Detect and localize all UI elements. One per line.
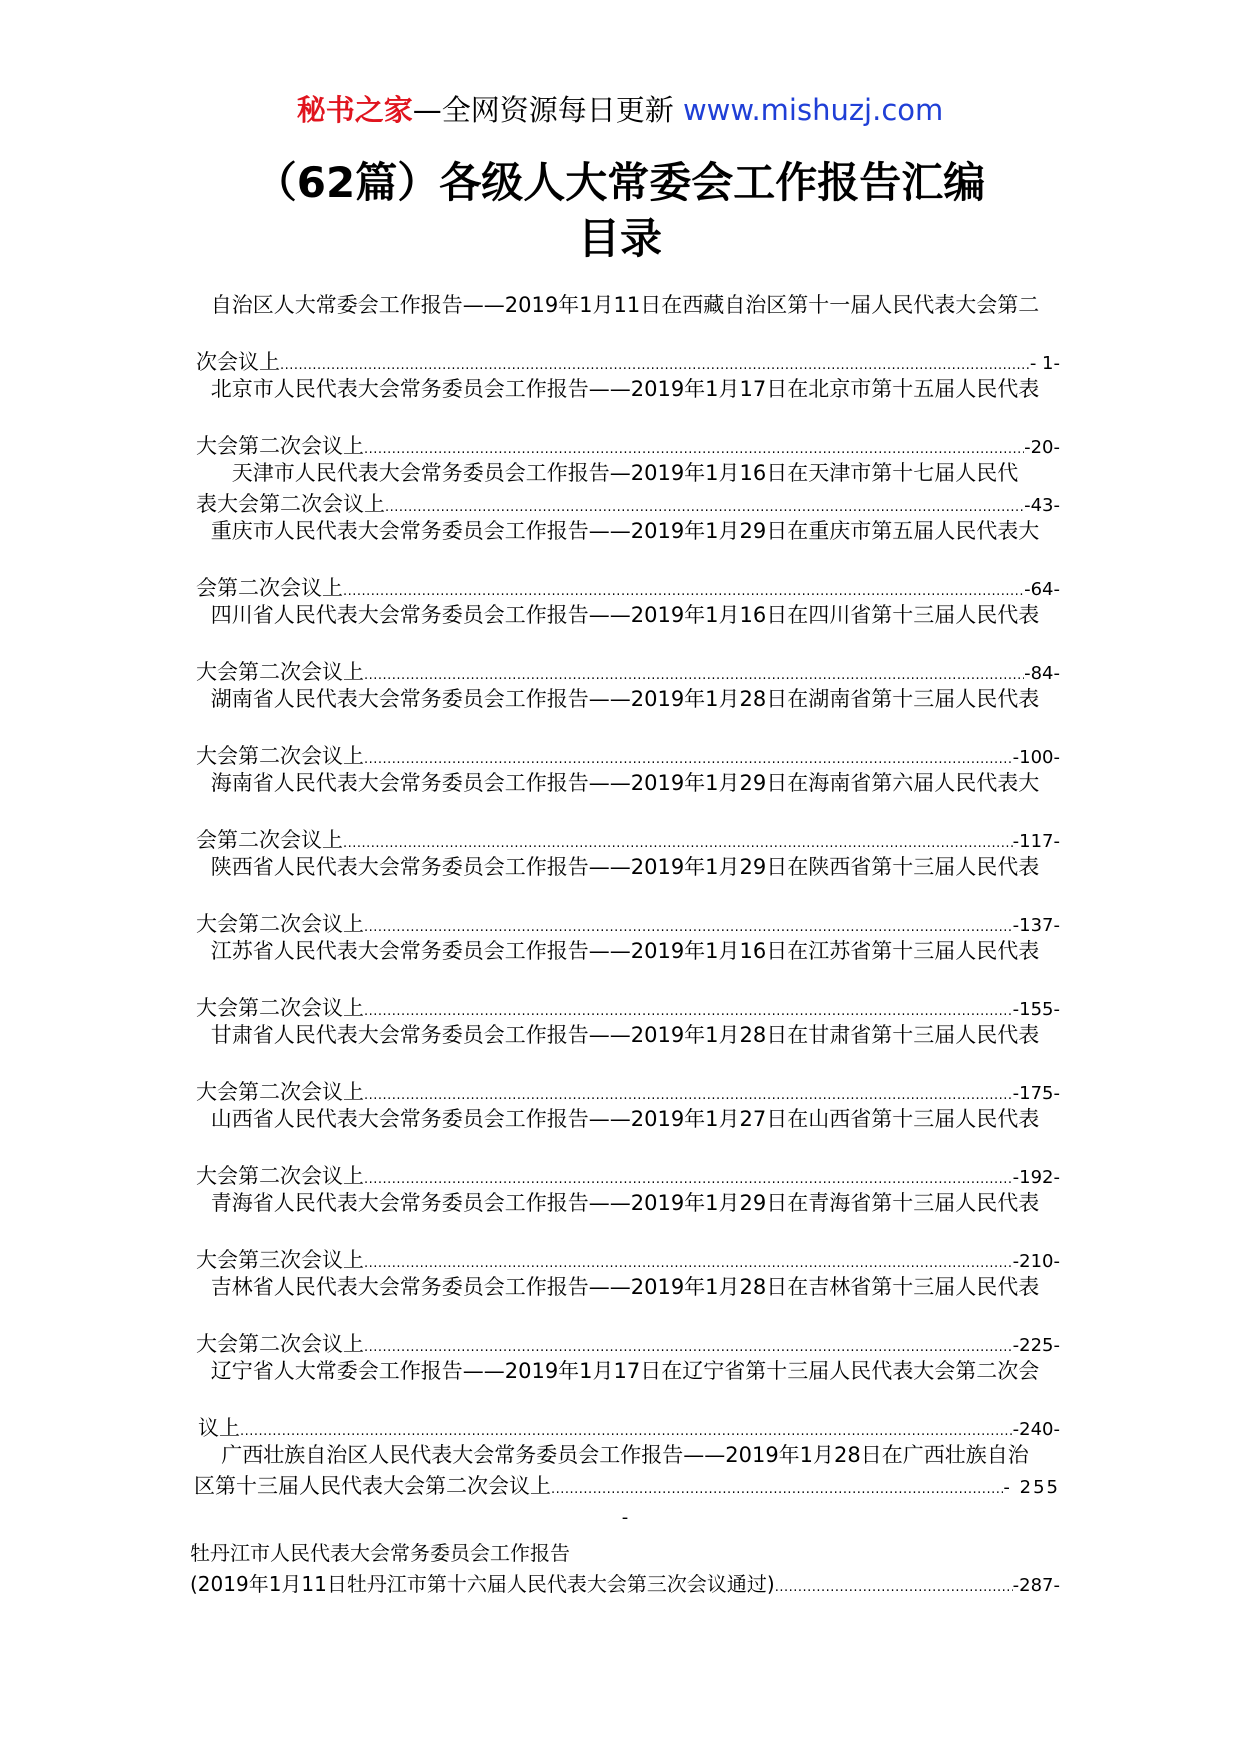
toc-entry-cont: 表大会第二次会议上 <box>196 492 385 516</box>
toc-entry[interactable] <box>190 686 1060 770</box>
toc-entry[interactable] <box>190 1274 1060 1358</box>
toc-entry[interactable] <box>190 1442 1060 1540</box>
toc-entry[interactable] <box>190 460 1060 518</box>
toc-entry-page: -20- <box>1024 437 1060 458</box>
toc-entry-page: -155- <box>1012 999 1060 1020</box>
toc-entry-org: 海南省人民代表大会常务委员会工作报告 <box>210 771 589 795</box>
toc-entry[interactable] <box>190 1022 1060 1106</box>
toc-entry-org: 辽宁省人大常委会工作报告 <box>210 1359 463 1383</box>
toc-entry-org: 天津市人民代表大会常务委员会工作报告 <box>231 461 610 485</box>
toc-entry-page: -137- <box>1012 915 1060 936</box>
toc-entry-desc: ——2019年1月29日在海南省第六届人民代表大 <box>588 771 1040 795</box>
toc-entry[interactable] <box>190 770 1060 854</box>
toc-entry-page: -287- <box>1012 1575 1060 1596</box>
toc-entry-org: 北京市人民代表大会常务委员会工作报告 <box>210 377 589 401</box>
toc-entry-cont: (2019年1月11日牡丹江市第十六届人民代表大会第三次会议通过) <box>190 1572 775 1596</box>
toc-entry-desc: ——2019年1月16日在江苏省第十三届人民代表 <box>588 939 1040 963</box>
toc-entry[interactable] <box>190 518 1060 602</box>
toc-entry-page: -225- <box>1012 1335 1060 1356</box>
toc-entry-org: 自治区人大常委会工作报告 <box>210 293 463 317</box>
toc-entry[interactable] <box>190 938 1060 1022</box>
toc-entry-org: 牡丹江市人民代表大会常务委员会工作报告 <box>190 1541 570 1565</box>
toc-entry-cont: 会第二次会议上 <box>196 576 343 600</box>
toc-entry-page: -100- <box>1012 747 1060 768</box>
toc-entry[interactable] <box>190 376 1060 460</box>
toc-entry-desc: ——2019年1月28日在广西壮族自治 <box>683 1443 1029 1467</box>
table-of-contents <box>190 292 1060 1598</box>
toc-entry-desc: ——2019年1月11日在西藏自治区第十一届人民代表大会第二 <box>462 293 1040 317</box>
brand-name: 秘书之家 <box>296 93 413 127</box>
toc-entry-desc: ——2019年1月16日在四川省第十三届人民代表 <box>588 603 1040 627</box>
toc-entry[interactable] <box>190 602 1060 686</box>
toc-entry-desc: ——2019年1月28日在甘肃省第十三届人民代表 <box>588 1023 1040 1047</box>
toc-entry-org: 江苏省人民代表大会常务委员会工作报告 <box>210 939 589 963</box>
document-title: （62篇）各级人大常委会工作报告汇编 <box>254 158 986 207</box>
toc-entry-page: -117- <box>1012 831 1060 852</box>
toc-entry-desc: ——2019年1月28日在吉林省第十三届人民代表 <box>588 1275 1040 1299</box>
toc-entry-cont: 会第二次会议上 <box>196 828 343 852</box>
toc-entry-cont: 大会第三次会议上 <box>196 1248 364 1272</box>
toc-entry[interactable] <box>190 292 1060 376</box>
toc-entry-org: 甘肃省人民代表大会常务委员会工作报告 <box>210 1023 589 1047</box>
toc-entry-org: 湖南省人民代表大会常务委员会工作报告 <box>210 687 589 711</box>
toc-entry-org: 广西壮族自治区人民代表大会常务委员会工作报告 <box>221 1443 684 1467</box>
toc-entry-page: -210- <box>1012 1251 1060 1272</box>
toc-entry-desc: ——2019年1月17日在北京市第十五届人民代表 <box>588 377 1040 401</box>
toc-entry-cont: 大会第二次会议上 <box>196 912 364 936</box>
toc-entry-cont: 区第十三届人民代表大会第二次会议上 <box>194 1474 551 1498</box>
toc-entry-page: -84- <box>1024 663 1060 684</box>
toc-entry-org: 青海省人民代表大会常务委员会工作报告 <box>210 1191 589 1215</box>
dot-leader <box>775 1574 1013 1602</box>
toc-entry-desc: —2019年1月16日在天津市第十七届人民代 <box>609 461 1019 485</box>
toc-entry-desc: ——2019年1月28日在湖南省第十三届人民代表 <box>588 687 1040 711</box>
toc-entry[interactable] <box>190 854 1060 938</box>
toc-entry-org: 吉林省人民代表大会常务委员会工作报告 <box>210 1275 589 1299</box>
toc-entry-page: -64- <box>1024 579 1060 600</box>
toc-entry-org: 山西省人民代表大会常务委员会工作报告 <box>210 1107 589 1131</box>
toc-entry-desc: ——2019年1月29日在陕西省第十三届人民代表 <box>588 855 1040 879</box>
toc-entry-page: -192- <box>1012 1167 1060 1188</box>
toc-entry-org: 陕西省人民代表大会常务委员会工作报告 <box>210 855 589 879</box>
toc-entry-cont: 议上 <box>198 1416 240 1440</box>
toc-entry-cont: 大会第二次会议上 <box>196 744 364 768</box>
toc-entry[interactable] <box>190 1358 1060 1442</box>
toc-entry-page: -43- <box>1024 495 1060 516</box>
toc-heading: 目录 <box>577 214 662 263</box>
toc-entry-page: -175- <box>1012 1083 1060 1104</box>
toc-entry-cont: 大会第二次会议上 <box>196 1332 364 1356</box>
toc-entry-cont: 大会第二次会议上 <box>196 1080 364 1104</box>
toc-entry-cont: 次会议上 <box>196 350 280 374</box>
toc-entry-org: 重庆市人民代表大会常务委员会工作报告 <box>210 519 589 543</box>
toc-entry-desc: ——2019年1月27日在山西省第十三届人民代表 <box>588 1107 1040 1131</box>
toc-entry-page: - 255 <box>1003 1477 1060 1498</box>
toc-entry-page: -240- <box>1012 1419 1060 1440</box>
toc-entry-page-tail: - <box>621 1507 629 1528</box>
toc-entry-cont: 大会第二次会议上 <box>196 996 364 1020</box>
toc-entry-cont: 大会第二次会议上 <box>196 660 364 684</box>
toc-entry-cont: 大会第二次会议上 <box>196 434 364 458</box>
toc-entry-desc: ——2019年1月17日在辽宁省第十三届人民代表大会第二次会 <box>462 1359 1040 1383</box>
toc-entry[interactable] <box>190 1106 1060 1190</box>
toc-entry[interactable] <box>190 1190 1060 1274</box>
banner-tagline: —全网资源每日更新 <box>412 93 674 127</box>
toc-entry-desc: ——2019年1月29日在重庆市第五届人民代表大 <box>588 519 1040 543</box>
toc-entry-org: 四川省人民代表大会常务委员会工作报告 <box>210 603 589 627</box>
dot-leader <box>551 1476 1003 1504</box>
toc-entry-page: - 1- <box>1029 353 1060 374</box>
toc-entry-desc: ——2019年1月29日在青海省第十三届人民代表 <box>588 1191 1040 1215</box>
site-banner <box>0 88 1240 129</box>
site-url-link[interactable]: www.mishuzj.com <box>682 93 944 127</box>
toc-entry[interactable] <box>190 1540 1060 1598</box>
toc-entry-cont: 大会第二次会议上 <box>196 1164 364 1188</box>
